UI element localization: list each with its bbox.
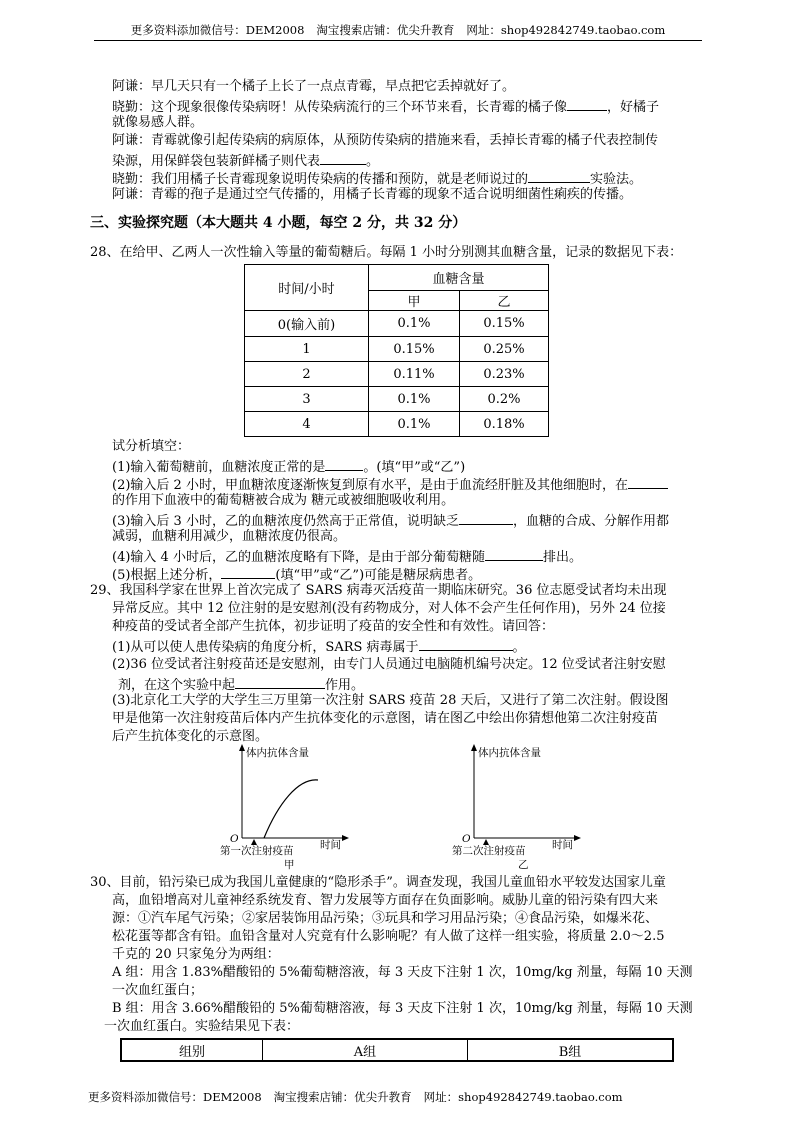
blood-sugar-table (244, 264, 549, 437)
antibody-curve (264, 780, 318, 838)
q29-sub-2-cont: 剂，在这个实验中起 作用。 (118, 674, 364, 695)
q28-stem: 28、在给甲、乙两人一次性输入等量的葡萄糖后。每隔 1 小时分别测其血糖含量，记录的数据见下表： (90, 245, 683, 260)
q29-sub-3-cont2: 后产生抗体变化的示意图。 (112, 729, 269, 744)
col-b-header: 乙 (460, 291, 549, 311)
col-group: 组别 (121, 1039, 263, 1061)
answer-blank[interactable] (485, 546, 543, 561)
table-row: 4 0.1% 0.18% (245, 412, 549, 437)
col-a-header: 甲 (369, 291, 460, 311)
graph-a-inject-label: 第一次注射疫苗 (220, 845, 294, 857)
table-row: 2 0.11% 0.23% (245, 362, 549, 387)
antibody-graph-a (220, 742, 360, 872)
answer-blank[interactable] (235, 674, 325, 689)
footer-shop: 淘宝搜索店铺：优尖升教育 (273, 1090, 412, 1104)
q29-sub-1: (1)从可以使人患传染病的角度分析，SARS 病毒属于 。 (112, 636, 526, 657)
q30-group-a-cont: 一次血红蛋白； (112, 983, 204, 998)
dialogue-line-5: 染源，用保鲜袋包装新鲜橘子则代表 。 (112, 150, 379, 171)
q28-sub-1: (1)输入葡萄糖前，血糖浓度正常的是 。(填“甲”或“乙”) (112, 456, 465, 477)
q28-sub-3: (3)输入后 3 小时，乙的血糖浓度仍然高于正常值，说明缺乏 ，血糖的合成、分解作用都 (112, 510, 669, 531)
dialogue-line-1: 阿谦：早几天只有一个橘子上长了一点点青霉，早点把它丢掉就好了。 (112, 79, 516, 94)
header-wechat: 更多资料添加微信号：DEM2008 (130, 23, 305, 37)
table-row: 0(输入前) 0.1% 0.15% (245, 311, 549, 337)
col-b-group: B组 (468, 1039, 674, 1061)
graph-b-ylabel: 体内抗体含量 (478, 747, 541, 759)
table-row: 1 0.15% 0.25% (245, 337, 549, 362)
answer-blank[interactable] (325, 456, 363, 471)
q28-intro: 试分析填空： (112, 439, 191, 454)
q28-sub-3-cont: 减弱，血糖利用减少，血糖浓度仍很高。 (112, 529, 347, 544)
q28-sub-2-cont: 的作用下血液中的葡萄糖被合成为 糖元或被细胞吸收利用。 (112, 493, 455, 508)
answer-blank[interactable] (567, 96, 607, 111)
q28-sub-2: (2)输入后 2 小时，甲血糖浓度逐渐恢复到原有水平，是由于血流经肝脏及其他细胞时，在 (112, 474, 668, 495)
y-axis-arrow (239, 744, 245, 751)
table-row (121, 1039, 673, 1061)
dialogue-line-6: 晓勤：我们用橘子长青霉现象说明传染病的传播和预防，就是老师说过的 实验法。 (112, 168, 642, 189)
answer-blank[interactable] (628, 474, 668, 489)
graph-b-svg (452, 742, 592, 872)
header-shop: 淘宝搜索店铺：优尖升教育 (316, 23, 455, 37)
q30-line-5: 千克的 20 只家兔分为两组： (112, 947, 280, 962)
graph-a-ylabel: 体内抗体含量 (246, 747, 309, 759)
footer-wechat: 更多资料添加微信号：DEM2008 (88, 1090, 262, 1104)
footer-url: 网址：shop492842749.taobao.com (423, 1090, 623, 1104)
antibody-graph-b (452, 742, 592, 872)
q30-group-a: A 组：用含 1.83%醋酸铅的 5%葡萄糖溶液，每 3 天皮下注射 1 次，10mg/kg 剂量，每隔 10 天测 (112, 965, 693, 980)
graph-a-origin: O (230, 833, 239, 845)
table-row: 3 0.1% 0.2% (245, 387, 549, 412)
q30-line-4: 松花蛋等都含有铅。血铅含量对人究竟有什么影响呢？有人做了这样一组实验，将质量 2.0～2.5 (112, 929, 665, 944)
graph-a-caption: 甲 (284, 859, 295, 871)
header-url: 网址：shop492842749.taobao.com (466, 23, 666, 37)
page-footer (88, 1089, 708, 1105)
y-axis-arrow (471, 744, 477, 751)
q30-line-1: 30、目前，铅污染已成为我国儿童健康的“隐形杀手”。调查发现，我国儿童血铅水平较发达国家儿童 (90, 875, 666, 890)
page-header (94, 22, 702, 41)
dialogue-line-7: 阿谦：青霉的孢子是通过空气传播的，用橘子长青霉的现象不适合说明细菌性痢疾的传播。 (112, 187, 633, 202)
col-a-group: A组 (263, 1039, 468, 1061)
q30-group-b: B 组：用含 3.66%醋酸铅的 5%葡萄糖溶液，每 3 天皮下注射 1 次，10mg/kg 剂量，每隔 10 天测 (112, 1001, 693, 1016)
answer-blank[interactable] (459, 510, 513, 525)
q30-line-2: 高，血铅增高对儿童神经系统发育、智力发展等方面存在负面影响。威胁儿童的铅污染有四大来 (112, 893, 659, 908)
q29-sub-3: (3)北京化工大学的大学生三万里第一次注射 SARS 疫苗 28 天后，又进行了第二次注射。假设图 (112, 693, 669, 708)
q28-sub-4: (4)输入 4 小时后，乙的血糖浓度略有下降，是由于部分葡萄糖随 排出。 (112, 546, 582, 567)
answer-blank[interactable] (320, 150, 366, 165)
q29-line-3: 种疫苗的受试者全部产生抗体，初步证明了疫苗的安全性和有效性。请回答： (112, 619, 555, 634)
q29-sub-2: (2)36 位受试者注射疫苗还是安慰剂，由专门人员通过电脑随机编号决定。12 位受试者注射安慰 (112, 657, 666, 672)
q29-line-1: 29、我国科学家在世界上首次完成了 SARS 病毒灭活疫苗一期临床研究。36 位志愿受试者均未出现 (90, 583, 667, 598)
graph-b-xlabel: 时间 (552, 839, 573, 851)
dialogue-line-3: 就像易感人群。 (112, 115, 204, 130)
graph-b-origin: O (462, 833, 471, 845)
graph-b-inject-label: 第二次注射疫苗 (452, 845, 526, 857)
x-axis-arrow (574, 835, 581, 841)
q29-line-2: 异常反应。其中 12 位注射的是安慰剂(没有药物成分，对人体不会产生任何作用)，另外 24 位接 (112, 601, 666, 616)
graph-a-xlabel: 时间 (320, 839, 341, 851)
answer-blank[interactable] (221, 564, 275, 579)
answer-blank[interactable] (419, 636, 513, 651)
section-title: 三、实验探究题（本大题共 4 小题，每空 2 分，共 32 分） (90, 215, 467, 231)
dialogue-line-4: 阿谦：青霉就像引起传染病的病原体，从预防传染病的措施来看，丢掉长青霉的橘子代表控制传 (112, 133, 659, 148)
q28-sub-5: (5)根据上述分析， (填“甲”或“乙”)可能是糖尿病患者。 (112, 564, 481, 585)
dialogue-line-2: 晓勤：这个现象很像传染病呀！从传染病流行的三个环节来看，长青霉的橘子像 ，好橘子 (112, 96, 659, 117)
q30-line-3: 源：①汽车尾气污染；②家居装饰用品污染；③玩具和学习用品污染；④食品污染，如爆米花、 (112, 911, 659, 926)
col-time-header: 时间/小时 (245, 265, 369, 311)
graph-a-svg (220, 742, 360, 872)
q29-sub-3-cont: 甲是他第一次注射疫苗后体内产生抗体变化的示意图，请在图乙中绘出你猜想他第二次注射疫苗 (112, 711, 659, 726)
lead-result-table (120, 1038, 674, 1062)
graph-b-caption: 乙 (518, 859, 529, 871)
x-axis-arrow (342, 835, 349, 841)
q30-group-b-cont: 一次血红蛋白。实验结果见下表： (104, 1019, 300, 1034)
answer-blank[interactable] (528, 168, 590, 183)
col-sugar-header: 血糖含量 (369, 265, 549, 291)
